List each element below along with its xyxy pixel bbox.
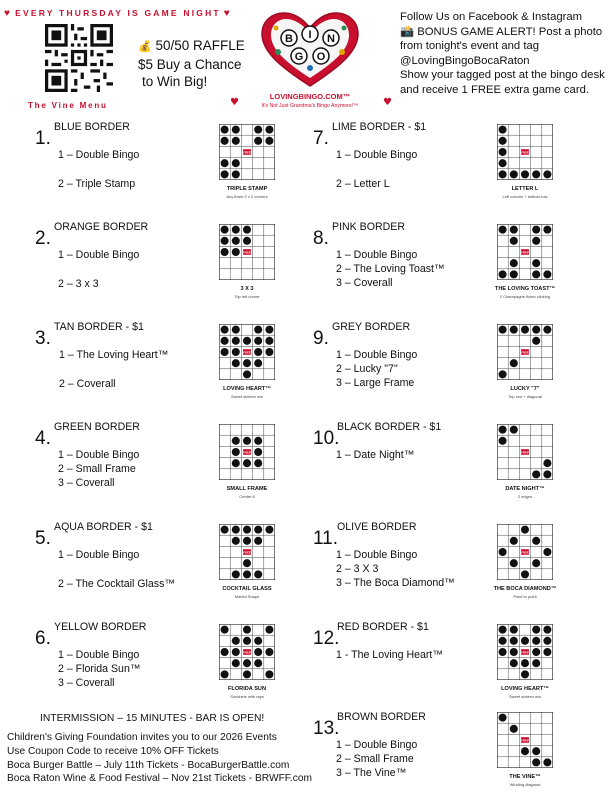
dauber-dot xyxy=(221,626,229,634)
dauber-dot xyxy=(254,648,262,656)
dauber-dot xyxy=(265,648,273,656)
dauber-dot xyxy=(232,437,240,445)
dauber-dot xyxy=(243,670,251,678)
game-title: BLACK BORDER - $1 xyxy=(337,421,442,433)
dauber-dot xyxy=(243,626,251,634)
card-pattern-caption: Top row + diagonal xyxy=(508,394,542,399)
pattern-item: 2 – Letter L xyxy=(336,178,390,190)
card-pattern-caption: Winding diagonal xyxy=(509,782,541,787)
heart-icon: ♥ xyxy=(4,8,13,19)
game-number: 13. xyxy=(313,718,340,739)
bingo-card xyxy=(219,224,275,280)
free-label: FREE xyxy=(521,450,529,455)
dauber-dot xyxy=(521,326,529,334)
card-pattern-name: COCKTAIL GLASS xyxy=(222,586,272,592)
dauber-dot xyxy=(521,747,529,755)
dauber-dot xyxy=(499,637,507,645)
dauber-dot xyxy=(232,326,240,334)
free-label: FREE xyxy=(521,150,529,155)
card-pattern-caption: Point to point xyxy=(513,594,537,599)
game-title: OLIVE BORDER xyxy=(337,521,417,533)
heart-icon: ♥ xyxy=(383,97,392,108)
dauber-dot xyxy=(521,659,529,667)
dauber-dot xyxy=(232,659,240,667)
pattern-item: 2 – Florida Sun™ xyxy=(58,663,141,675)
dauber-dot xyxy=(221,337,229,345)
dauber-dot xyxy=(221,648,229,656)
dauber-dot xyxy=(532,170,540,178)
card-pattern-name: THE LOVING TOAST™ xyxy=(494,286,556,292)
game-number: 6. xyxy=(35,628,51,649)
raffle-tagline: to Win Big! xyxy=(142,74,208,89)
money-bag-icon: 💰 xyxy=(138,41,152,53)
dauber-dot xyxy=(243,226,251,234)
free-label: FREE xyxy=(521,738,529,743)
dauber-dot xyxy=(254,359,262,367)
bingo-card xyxy=(219,624,275,680)
card-pattern-caption: Any three 2 x 2 corners xyxy=(226,194,268,199)
pattern-item: 1 – Double Bingo xyxy=(336,739,418,751)
bonus-line: from tonight's event and tag xyxy=(400,40,540,53)
dauber-dot xyxy=(510,537,518,545)
dauber-dot xyxy=(265,670,273,678)
card-pattern-name: LOVING HEART™ xyxy=(501,686,549,692)
game-title: GREY BORDER xyxy=(332,321,411,333)
dauber-dot xyxy=(532,470,540,478)
card-pattern-caption: Sweet sixteen win xyxy=(508,694,541,699)
game-number: 7. xyxy=(313,128,329,149)
dauber-dot xyxy=(532,659,540,667)
pattern-item: 1 – Double Bingo xyxy=(58,449,140,461)
free-label: FREE xyxy=(521,650,529,655)
dauber-dot xyxy=(221,170,229,178)
pattern-item: 2 – Coverall xyxy=(59,378,116,390)
dauber-dot xyxy=(232,570,240,578)
card-pattern-caption: Sweet sixteen win xyxy=(230,394,263,399)
dauber-dot xyxy=(265,626,273,634)
dauber-dot xyxy=(232,648,240,656)
dauber-dot xyxy=(532,758,540,766)
card-pattern-name: LETTER L xyxy=(511,186,539,192)
dauber-dot xyxy=(499,137,507,145)
game-1 xyxy=(35,120,335,220)
pattern-item: 2 – Small Frame xyxy=(336,753,414,765)
footer-line[interactable]: Boca Raton Wine & Food Festival – Nov 21st Tickets - BRWFF.com xyxy=(7,773,312,785)
dauber-dot xyxy=(254,126,262,134)
footer-line: Children's Giving Foundation invites you to our 2026 Events xyxy=(7,732,277,743)
dauber-dot xyxy=(532,559,540,567)
dauber-dot xyxy=(232,526,240,534)
dauber-dot xyxy=(499,370,507,378)
dauber-dot xyxy=(532,626,540,634)
dauber-dot xyxy=(221,126,229,134)
social-handle[interactable]: @LovingBingoBocaRaton xyxy=(400,54,530,67)
pattern-item: 2 – The Cocktail Glass™ xyxy=(58,578,175,590)
dauber-dot xyxy=(221,237,229,245)
dauber-dot xyxy=(243,359,251,367)
card-pattern-name: LOVING HEART™ xyxy=(223,386,271,392)
dauber-dot xyxy=(243,537,251,545)
dauber-dot xyxy=(232,637,240,645)
logo-letter-g: G xyxy=(294,51,304,63)
game-title: PINK BORDER xyxy=(332,221,405,233)
dauber-dot xyxy=(221,137,229,145)
dauber-dot xyxy=(265,137,273,145)
game-title: AQUA BORDER - $1 xyxy=(54,521,153,533)
dauber-dot xyxy=(499,714,507,722)
card-pattern-name: DATE NIGHT™ xyxy=(505,486,545,492)
logo-letter-n: N xyxy=(327,33,335,45)
intermission-note: INTERMISSION – 15 MINUTES - BAR IS OPEN! xyxy=(40,713,265,724)
game-title: BLUE BORDER xyxy=(54,121,130,133)
card-pattern-name: 3 X 3 xyxy=(240,286,254,292)
dauber-dot xyxy=(265,526,273,534)
dauber-dot xyxy=(532,637,540,645)
pattern-item: 1 – Double Bingo xyxy=(336,149,418,161)
dauber-dot xyxy=(243,337,251,345)
dauber-dot xyxy=(510,626,518,634)
dauber-dot xyxy=(254,437,262,445)
footer-line[interactable]: Boca Burger Battle – July 11th Tickets - BocaBurgerBattle.com xyxy=(7,759,290,771)
dauber-dot xyxy=(510,637,518,645)
game-13 xyxy=(313,710,612,810)
dauber-dot xyxy=(232,170,240,178)
pattern-item: 3 – Large Frame xyxy=(336,377,415,389)
dauber-dot xyxy=(543,270,551,278)
bingo-card xyxy=(497,124,553,180)
dauber-dot xyxy=(543,758,551,766)
dauber-dot xyxy=(243,237,251,245)
qr-code[interactable] xyxy=(45,24,113,92)
game-number: 3. xyxy=(35,328,51,349)
dauber-dot xyxy=(243,637,251,645)
game-number: 5. xyxy=(35,528,51,549)
dauber-dot xyxy=(232,126,240,134)
dauber-dot xyxy=(265,337,273,345)
game-title: RED BORDER - $1 xyxy=(337,621,429,633)
dauber-dot xyxy=(254,348,262,356)
game-title: YELLOW BORDER xyxy=(54,621,147,633)
dauber-dot xyxy=(254,448,262,456)
dauber-dot xyxy=(532,270,540,278)
dauber-dot xyxy=(499,437,507,445)
dauber-dot xyxy=(499,126,507,134)
pattern-item: 2 – Lucky "7" xyxy=(336,363,398,375)
bonus-alert: 📸 BONUS GAME ALERT! Post a photo xyxy=(400,25,603,38)
pattern-item: 3 – The Vine™ xyxy=(336,767,407,779)
dauber-dot xyxy=(499,170,507,178)
bingo-card xyxy=(497,624,553,680)
dauber-dot xyxy=(510,259,518,267)
game-9 xyxy=(313,320,612,420)
dauber-dot xyxy=(499,326,507,334)
pattern-item: 1 – Date Night™ xyxy=(336,449,415,461)
game-title: ORANGE BORDER xyxy=(54,221,149,233)
dauber-dot xyxy=(543,226,551,234)
game-10 xyxy=(313,420,612,520)
logo-letter-b: B xyxy=(285,33,293,45)
dauber-dot xyxy=(221,248,229,256)
dauber-dot xyxy=(510,426,518,434)
dauber-dot xyxy=(521,670,529,678)
dauber-dot xyxy=(499,159,507,167)
dauber-dot xyxy=(532,326,540,334)
card-pattern-name: LUCKY "7" xyxy=(510,386,540,392)
game-number: 12. xyxy=(313,628,340,649)
dauber-dot xyxy=(510,725,518,733)
follow-heading: Follow Us on Facebook & Instagram xyxy=(400,11,583,23)
dauber-dot xyxy=(232,337,240,345)
pattern-item: 2 – 3 X 3 xyxy=(336,563,379,575)
dauber-dot xyxy=(221,226,229,234)
dauber-dot xyxy=(254,137,262,145)
card-pattern-caption: 2 edges xyxy=(517,494,533,499)
loving-bingo-logo xyxy=(220,8,400,112)
dauber-dot xyxy=(254,570,262,578)
dauber-dot xyxy=(510,170,518,178)
pattern-item: 3 – Coverall xyxy=(58,677,115,689)
game-number: 9. xyxy=(313,328,329,349)
game-title: TAN BORDER - $1 xyxy=(54,321,144,333)
footer-line: Use Coupon Code to receive 10% OFF Tickets xyxy=(7,745,219,757)
logo-letter-i: I xyxy=(308,29,312,41)
dauber-dot xyxy=(243,570,251,578)
dauber-dot xyxy=(532,537,540,545)
dauber-dot xyxy=(254,537,262,545)
game-number: 10. xyxy=(313,428,340,449)
dauber-dot xyxy=(510,359,518,367)
dauber-dot xyxy=(543,648,551,656)
game-8 xyxy=(313,220,612,320)
dauber-dot xyxy=(510,648,518,656)
dauber-dot xyxy=(232,348,240,356)
game-title: GREEN BORDER xyxy=(54,421,140,433)
free-label: FREE xyxy=(521,550,529,555)
card-pattern-name: THE VINE™ xyxy=(509,774,541,780)
free-label: FREE xyxy=(243,450,251,455)
game-number: 8. xyxy=(313,228,329,249)
dauber-dot xyxy=(510,270,518,278)
dauber-dot xyxy=(510,226,518,234)
pattern-item: 3 – Coverall xyxy=(336,277,393,289)
pattern-item: 1 – Double Bingo xyxy=(336,549,418,561)
dauber-dot xyxy=(510,326,518,334)
dauber-dot xyxy=(232,248,240,256)
card-pattern-caption: 2 Champagne flutes clinking xyxy=(499,294,551,299)
dauber-dot xyxy=(521,526,529,534)
pattern-item: 1 – Double Bingo xyxy=(336,249,418,261)
raffle-title: 50/50 RAFFLE xyxy=(155,38,245,53)
dauber-dot xyxy=(532,226,540,234)
bonus-line: and receive 1 FREE extra game card. xyxy=(400,83,589,96)
dauber-dot xyxy=(232,359,240,367)
heart-icon: ♥ xyxy=(223,8,232,19)
dauber-dot xyxy=(265,326,273,334)
game-12 xyxy=(313,620,612,720)
dauber-dot xyxy=(532,237,540,245)
card-pattern-name: THE BOCA DIAMOND™ xyxy=(493,586,557,592)
dauber-dot xyxy=(499,648,507,656)
dauber-dot xyxy=(232,448,240,456)
pattern-item: 2 – 3 x 3 xyxy=(58,278,99,290)
dauber-dot xyxy=(221,159,229,167)
raffle-price: $5 Buy a Chance xyxy=(138,57,242,72)
game-7 xyxy=(313,120,612,220)
game-number: 2. xyxy=(35,228,51,249)
free-label: FREE xyxy=(243,650,251,655)
bingo-card xyxy=(497,224,553,280)
dauber-dot xyxy=(254,526,262,534)
pattern-item: 2 – Triple Stamp xyxy=(58,178,136,190)
dauber-dot xyxy=(221,670,229,678)
card-pattern-caption: Left column + bottom row xyxy=(502,194,548,199)
dauber-dot xyxy=(265,126,273,134)
bingo-card xyxy=(497,324,553,380)
bingo-card xyxy=(219,524,275,580)
dauber-dot xyxy=(510,559,518,567)
pattern-item: 3 – Coverall xyxy=(58,477,115,489)
pattern-item: 1 – Double Bingo xyxy=(58,249,140,261)
free-label: FREE xyxy=(243,350,251,355)
game-title: LIME BORDER - $1 xyxy=(332,121,427,133)
heart-icon: ♥ xyxy=(230,97,239,108)
dauber-dot xyxy=(254,459,262,467)
dauber-dot xyxy=(254,659,262,667)
card-pattern-name: SMALL FRAME xyxy=(226,486,268,492)
free-label: FREE xyxy=(243,550,251,555)
social-follow-block xyxy=(400,10,610,98)
bingo-card xyxy=(497,424,553,480)
game-4 xyxy=(35,420,335,520)
vine-menu-label: The Vine Menu xyxy=(28,101,108,110)
dauber-dot xyxy=(499,426,507,434)
bingo-card xyxy=(219,424,275,480)
logo-letter-o: O xyxy=(316,51,326,63)
pattern-item: 1 – Double Bingo xyxy=(58,149,140,161)
dauber-dot xyxy=(499,270,507,278)
dauber-dot xyxy=(543,548,551,556)
pattern-item: 1 – Double Bingo xyxy=(58,549,140,561)
bonus-line: Show your tagged post at the bingo desk xyxy=(400,69,605,82)
dauber-dot xyxy=(543,470,551,478)
dauber-dot xyxy=(521,170,529,178)
dauber-dot xyxy=(243,437,251,445)
game-6 xyxy=(35,620,335,720)
dauber-dot xyxy=(543,626,551,634)
dauber-dot xyxy=(221,326,229,334)
pattern-item: 2 – The Loving Toast™ xyxy=(336,263,445,275)
dauber-dot xyxy=(221,348,229,356)
dauber-dot xyxy=(232,459,240,467)
dauber-dot xyxy=(232,537,240,545)
dauber-dot xyxy=(254,637,262,645)
dauber-dot xyxy=(499,148,507,156)
dauber-dot xyxy=(243,659,251,667)
dauber-dot xyxy=(499,626,507,634)
dauber-dot xyxy=(499,548,507,556)
dauber-dot xyxy=(499,226,507,234)
pattern-item: 1 - The Loving Heart™ xyxy=(336,649,443,661)
dauber-dot xyxy=(243,559,251,567)
dauber-dot xyxy=(232,226,240,234)
dauber-dot xyxy=(265,348,273,356)
game-number: 4. xyxy=(35,428,51,449)
bingo-card xyxy=(219,124,275,180)
dauber-dot xyxy=(243,370,251,378)
card-pattern-name: TRIPLE STAMP xyxy=(226,186,268,192)
logo-slogan: It's Not Just Grandma's Bingo Anymore!™ xyxy=(261,103,359,109)
dauber-dot xyxy=(243,526,251,534)
dauber-dot xyxy=(532,648,540,656)
card-pattern-caption: Sunshine with rays xyxy=(230,694,264,699)
dauber-dot xyxy=(243,459,251,467)
dauber-dot xyxy=(221,526,229,534)
game-number: 11. xyxy=(313,528,339,549)
game-number: 1. xyxy=(35,128,51,149)
dauber-dot xyxy=(543,170,551,178)
dauber-dot xyxy=(521,570,529,578)
tagline-text: EVERY THURSDAY IS GAME NIGHT xyxy=(15,8,221,18)
card-pattern-name: FLORIDA SUN xyxy=(227,686,266,692)
dauber-dot xyxy=(232,237,240,245)
bingo-card xyxy=(497,712,553,768)
dauber-dot xyxy=(543,637,551,645)
pattern-item: 1 – Double Bingo xyxy=(58,649,140,661)
pattern-item: 1 – The Loving Heart™ xyxy=(59,349,169,361)
dauber-dot xyxy=(521,637,529,645)
free-label: FREE xyxy=(243,250,251,255)
dauber-dot xyxy=(532,747,540,755)
game-5 xyxy=(35,520,335,620)
dauber-dot xyxy=(510,237,518,245)
card-pattern-caption: Martini Shape xyxy=(234,594,260,599)
free-label: FREE xyxy=(521,250,529,255)
free-label: FREE xyxy=(243,150,251,155)
dauber-dot xyxy=(254,326,262,334)
dauber-dot xyxy=(543,459,551,467)
dauber-dot xyxy=(232,137,240,145)
card-pattern-caption: Center 8 xyxy=(239,494,255,499)
game-title: BROWN BORDER xyxy=(337,711,426,723)
footer-events xyxy=(7,731,312,786)
pattern-item: 1 – Double Bingo xyxy=(336,349,418,361)
pattern-item: 3 – The Boca Diamond™ xyxy=(336,577,455,589)
bingo-card xyxy=(219,324,275,380)
dauber-dot xyxy=(232,159,240,167)
dauber-dot xyxy=(510,659,518,667)
pattern-item: 2 – Small Frame xyxy=(58,463,136,475)
dauber-dot xyxy=(543,326,551,334)
game-2 xyxy=(35,220,335,320)
dauber-dot xyxy=(532,259,540,267)
bingo-card xyxy=(497,524,553,580)
dauber-dot xyxy=(532,337,540,345)
free-label: FREE xyxy=(521,350,529,355)
game-11 xyxy=(313,520,612,620)
card-pattern-caption: Top left corner xyxy=(234,294,260,299)
logo-site: LOVINGBINGO.COM™ xyxy=(269,92,351,101)
dauber-dot xyxy=(254,337,262,345)
game-3 xyxy=(35,320,335,420)
